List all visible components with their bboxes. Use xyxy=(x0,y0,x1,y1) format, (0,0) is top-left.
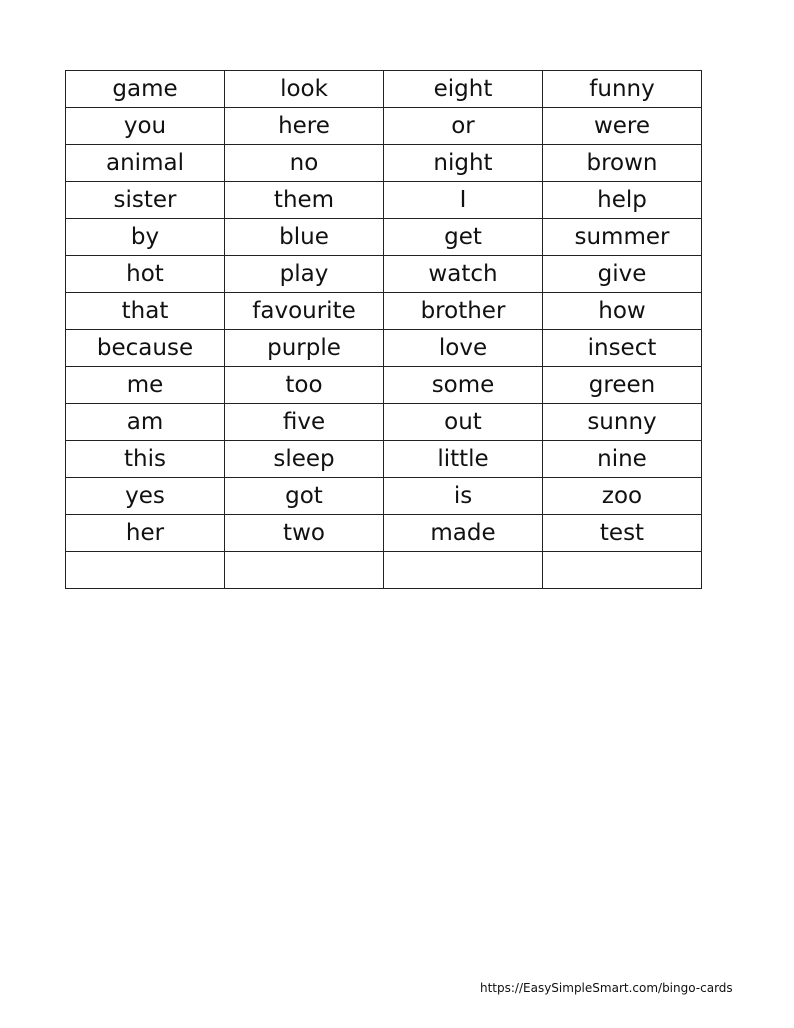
table-row xyxy=(66,330,702,367)
table-cell: summer xyxy=(543,219,702,256)
table-cell: too xyxy=(225,367,384,404)
table-cell: funny xyxy=(543,71,702,108)
table-row xyxy=(66,515,702,552)
table-cell: zoo xyxy=(543,478,702,515)
table-cell: brother xyxy=(384,293,543,330)
table-cell: me xyxy=(66,367,225,404)
table-cell: them xyxy=(225,182,384,219)
table-cell: animal xyxy=(66,145,225,182)
word-table-body xyxy=(66,71,702,589)
table-row xyxy=(66,293,702,330)
table-row xyxy=(66,367,702,404)
table-cell: this xyxy=(66,441,225,478)
table-cell: because xyxy=(66,330,225,367)
table-cell: how xyxy=(543,293,702,330)
table-cell: made xyxy=(384,515,543,552)
table-row xyxy=(66,256,702,293)
table-cell: brown xyxy=(543,145,702,182)
table-cell: night xyxy=(384,145,543,182)
table-cell: little xyxy=(384,441,543,478)
table-cell: eight xyxy=(384,71,543,108)
table-cell: insect xyxy=(543,330,702,367)
table-cell: yes xyxy=(66,478,225,515)
table-row xyxy=(66,552,702,589)
table-row xyxy=(66,71,702,108)
table-cell xyxy=(384,552,543,589)
table-cell: or xyxy=(384,108,543,145)
table-row xyxy=(66,182,702,219)
table-cell: green xyxy=(543,367,702,404)
table-cell: give xyxy=(543,256,702,293)
table-cell xyxy=(66,552,225,589)
source-url: https://EasySimpleSmart.com/bingo-cards xyxy=(480,981,733,995)
table-cell: hot xyxy=(66,256,225,293)
table-cell: is xyxy=(384,478,543,515)
table-cell: by xyxy=(66,219,225,256)
table-row xyxy=(66,478,702,515)
table-cell: play xyxy=(225,256,384,293)
table-cell: game xyxy=(66,71,225,108)
table-row xyxy=(66,219,702,256)
table-cell: favourite xyxy=(225,293,384,330)
table-cell: two xyxy=(225,515,384,552)
table-cell: am xyxy=(66,404,225,441)
table-cell xyxy=(225,552,384,589)
table-cell: sister xyxy=(66,182,225,219)
table-row xyxy=(66,441,702,478)
table-cell: sleep xyxy=(225,441,384,478)
table-cell: were xyxy=(543,108,702,145)
table-cell: that xyxy=(66,293,225,330)
table-row xyxy=(66,404,702,441)
table-cell: here xyxy=(225,108,384,145)
table-cell: got xyxy=(225,478,384,515)
table-cell: love xyxy=(384,330,543,367)
word-list-table xyxy=(65,70,702,589)
table-cell: I xyxy=(384,182,543,219)
table-cell: blue xyxy=(225,219,384,256)
table-row xyxy=(66,108,702,145)
table-row xyxy=(66,145,702,182)
table-cell: sunny xyxy=(543,404,702,441)
table-cell: purple xyxy=(225,330,384,367)
table-cell: watch xyxy=(384,256,543,293)
table-cell xyxy=(543,552,702,589)
table-cell: look xyxy=(225,71,384,108)
table-cell: you xyxy=(66,108,225,145)
table-cell: out xyxy=(384,404,543,441)
table-cell: get xyxy=(384,219,543,256)
table-cell: no xyxy=(225,145,384,182)
table-cell: test xyxy=(543,515,702,552)
table-cell: help xyxy=(543,182,702,219)
table-cell: her xyxy=(66,515,225,552)
table-cell: five xyxy=(225,404,384,441)
table-cell: some xyxy=(384,367,543,404)
table-cell: nine xyxy=(543,441,702,478)
